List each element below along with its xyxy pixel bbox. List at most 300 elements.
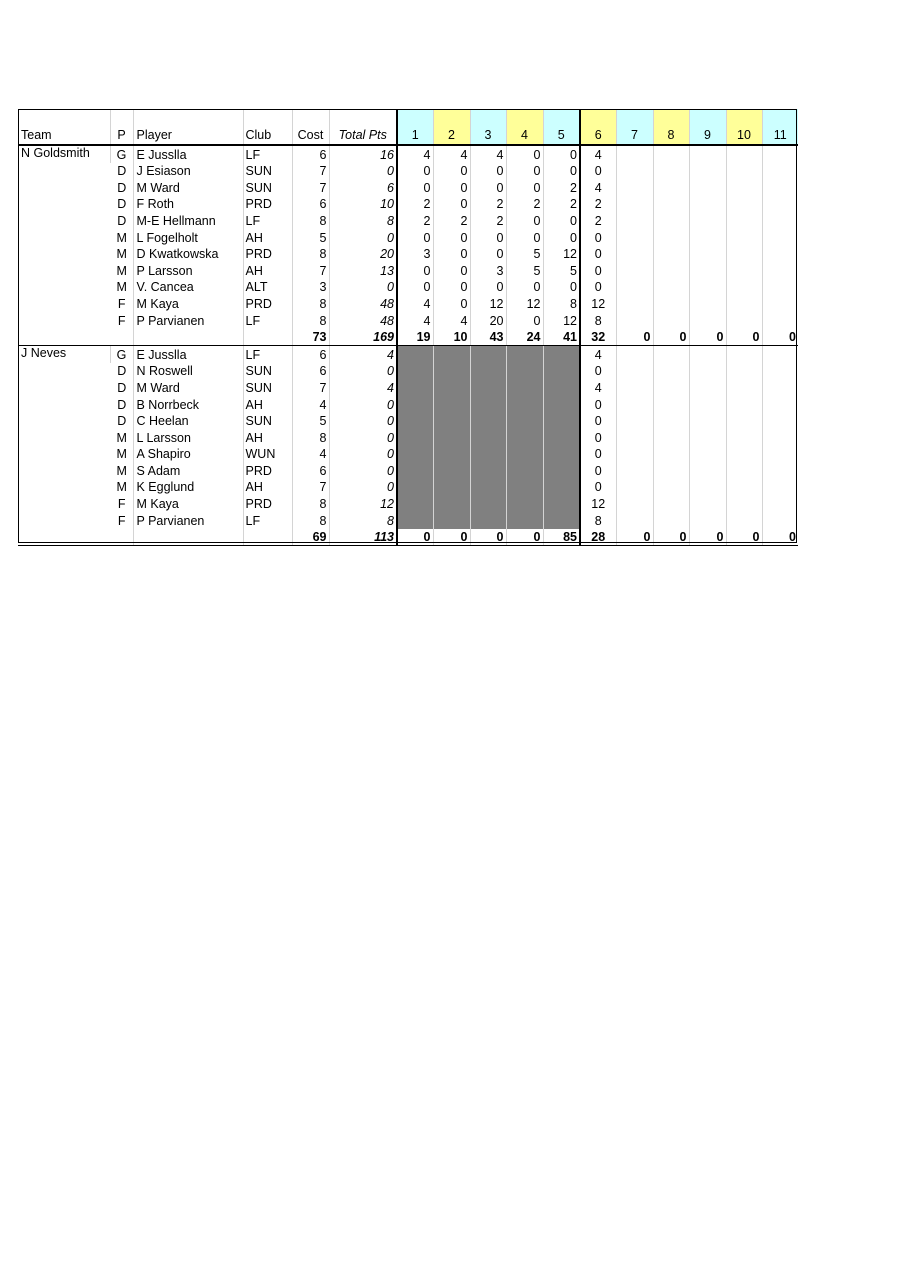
week-points [689,479,726,496]
player-total-pts: 0 [329,446,397,463]
week-points: 4 [397,295,433,312]
week-points [543,446,580,463]
week-points: 0 [433,246,470,263]
week-points [470,495,506,512]
player-position: G [110,346,133,363]
player-name: M Kaya [133,495,243,512]
player-cost: 5 [292,413,329,430]
team-week-total: 0 [433,529,470,546]
week-points [616,295,653,312]
week-points [726,479,762,496]
player-total-pts: 4 [329,346,397,363]
player-position: F [117,296,126,311]
week-points: 0 [580,229,616,246]
week-points [726,413,762,430]
player-total-pts: 16 [329,145,397,163]
player-position: D [117,197,127,212]
week-points: 8 [580,512,616,529]
player-row [18,295,798,312]
header-total-pts: Total Pts [329,109,397,145]
week-points [762,163,798,180]
player-club: LF [243,145,292,163]
week-points [543,396,580,413]
player-row [18,196,798,213]
week-points: 0 [506,212,543,229]
week-points [689,145,726,163]
player-row [18,279,798,296]
player-total-pts: 0 [329,363,397,380]
week-points [762,262,798,279]
week-points [726,212,762,229]
team-week-total: 0 [616,329,653,346]
week-points: 5 [506,262,543,279]
team-week-total: 0 [397,529,433,546]
week-points [433,446,470,463]
week-points [762,446,798,463]
player-row [18,512,798,529]
team-week-total: 24 [506,329,543,346]
week-points: 0 [580,163,616,180]
week-points [726,145,762,163]
week-points [397,379,433,396]
player-total-pts: 0 [329,279,397,296]
week-points [506,396,543,413]
player-position: D [117,213,127,228]
week-points [616,163,653,180]
player-position: D [117,380,127,395]
player-total-pts: 4 [329,379,397,396]
week-points [689,413,726,430]
week-points [506,346,543,363]
team-week-total: 85 [543,529,580,546]
player-row [18,312,798,329]
header-week-10: 10 [726,109,762,145]
week-points: 0 [506,145,543,163]
week-points: 4 [580,379,616,396]
player-row [18,346,798,363]
team-name: N Goldsmith [18,145,110,346]
week-points: 5 [506,246,543,263]
player-name: M Kaya [133,295,243,312]
week-points [506,495,543,512]
week-points [616,212,653,229]
player-row [18,212,798,229]
week-points: 0 [543,145,580,163]
week-points [506,413,543,430]
week-points [616,262,653,279]
week-points: 0 [397,279,433,296]
week-points [506,462,543,479]
week-points [543,462,580,479]
week-points [616,512,653,529]
week-points [433,479,470,496]
week-points [397,479,433,496]
week-points [653,479,689,496]
player-cost: 8 [292,295,329,312]
week-points: 0 [397,163,433,180]
week-points: 0 [580,246,616,263]
player-cost: 7 [292,262,329,279]
week-points [762,363,798,380]
team-week-total: 41 [543,329,580,346]
week-points: 8 [580,312,616,329]
player-total-pts: 10 [329,196,397,213]
week-points [653,179,689,196]
week-points: 12 [580,295,616,312]
points-table [18,109,798,546]
header-week-1: 1 [397,109,433,145]
week-points [689,363,726,380]
week-points: 4 [580,346,616,363]
week-points [397,495,433,512]
player-position: M [116,463,127,478]
player-name: J Esiason [133,163,243,180]
week-points [433,462,470,479]
week-points [689,229,726,246]
week-points [470,379,506,396]
player-cost: 6 [292,145,329,163]
week-points [689,246,726,263]
week-points [762,379,798,396]
player-name: M-E Hellmann [133,212,243,229]
player-cost: 8 [292,212,329,229]
week-points [762,212,798,229]
player-row [18,413,798,430]
week-points [616,346,653,363]
team-week-total: 0 [470,529,506,546]
week-points [506,379,543,396]
week-points: 0 [580,479,616,496]
week-points [470,479,506,496]
week-points: 0 [543,212,580,229]
player-name: M Ward [133,379,243,396]
header-week-2: 2 [433,109,470,145]
team-name: J Neves [18,346,110,546]
week-points: 2 [470,212,506,229]
player-name: C Heelan [133,413,243,430]
week-points [762,229,798,246]
week-points [726,295,762,312]
week-points [689,379,726,396]
player-club: SUN [243,363,292,380]
player-name: S Adam [133,462,243,479]
week-points: 2 [580,212,616,229]
week-points [762,279,798,296]
week-points [653,145,689,163]
player-name: P Parvianen [133,312,243,329]
player-club: AH [243,396,292,413]
week-points: 0 [506,279,543,296]
player-name: A Shapiro [133,446,243,463]
player-cost: 8 [292,246,329,263]
week-points: 0 [543,163,580,180]
week-points [433,413,470,430]
player-name: B Norrbeck [133,396,243,413]
week-points [543,429,580,446]
player-club: PRD [243,295,292,312]
player-row [18,462,798,479]
week-points [543,363,580,380]
week-points [616,413,653,430]
week-points: 0 [397,179,433,196]
week-points: 2 [397,196,433,213]
week-points [616,479,653,496]
week-points [653,279,689,296]
player-row [18,379,798,396]
week-points [653,262,689,279]
team-total-pts: 113 [329,529,397,546]
player-name: P Parvianen [133,512,243,529]
week-points [689,429,726,446]
week-points: 0 [543,279,580,296]
player-row [18,396,798,413]
week-points: 2 [433,212,470,229]
week-points [689,346,726,363]
player-row [18,145,798,163]
week-points [616,446,653,463]
week-points [726,446,762,463]
player-position: G [110,145,133,163]
week-points [762,429,798,446]
week-points [616,396,653,413]
player-cost: 8 [292,512,329,529]
week-points [726,279,762,296]
player-position: D [117,180,127,195]
week-points [616,379,653,396]
week-points [762,196,798,213]
week-points [543,512,580,529]
week-points [506,363,543,380]
week-points [726,312,762,329]
team-totals-row [18,529,798,546]
week-points: 0 [506,179,543,196]
week-points [506,429,543,446]
player-total-pts: 0 [329,413,397,430]
week-points: 3 [397,246,433,263]
player-total-pts: 48 [329,295,397,312]
player-name: E Jusslla [133,346,243,363]
player-cost: 8 [292,312,329,329]
week-points: 4 [470,145,506,163]
player-total-pts: 8 [329,212,397,229]
week-points [653,196,689,213]
week-points [470,462,506,479]
week-points [726,396,762,413]
week-points: 0 [433,229,470,246]
header-team: Team [18,109,110,145]
week-points: 0 [433,295,470,312]
week-points [433,379,470,396]
week-points [543,379,580,396]
player-position: D [117,414,127,429]
player-cost: 8 [292,495,329,512]
player-row [18,446,798,463]
week-points: 0 [433,163,470,180]
week-points: 4 [433,312,470,329]
player-position: F [117,513,126,528]
week-points [726,229,762,246]
player-total-pts: 0 [329,229,397,246]
player-total-pts: 0 [329,462,397,479]
week-points: 20 [470,312,506,329]
week-points [653,396,689,413]
week-points: 12 [580,495,616,512]
week-points: 2 [470,196,506,213]
player-cost: 6 [292,196,329,213]
week-points [397,396,433,413]
player-club: LF [243,512,292,529]
week-points [616,179,653,196]
week-points [433,429,470,446]
week-points: 0 [580,279,616,296]
player-name: K Egglund [133,479,243,496]
week-points: 2 [506,196,543,213]
week-points [726,512,762,529]
week-points [726,179,762,196]
week-points [762,512,798,529]
player-club: SUN [243,413,292,430]
week-points [726,163,762,180]
week-points: 12 [470,295,506,312]
week-points [726,363,762,380]
week-points [653,512,689,529]
week-points [470,396,506,413]
header-week-4: 4 [506,109,543,145]
player-name: P Larsson [133,262,243,279]
totals-pos-blank [110,329,133,346]
week-points [616,462,653,479]
player-club: LF [243,212,292,229]
player-cost: 7 [292,479,329,496]
team-week-total: 0 [762,329,798,346]
week-points: 4 [580,145,616,163]
player-name: N Roswell [133,363,243,380]
week-points [397,462,433,479]
week-points: 4 [433,145,470,163]
week-points [689,212,726,229]
player-total-pts: 12 [329,495,397,512]
week-points [762,179,798,196]
week-points [397,429,433,446]
week-points [543,495,580,512]
player-position: M [116,247,127,262]
player-cost: 4 [292,396,329,413]
week-points [653,212,689,229]
player-club: AH [243,479,292,496]
week-points [616,429,653,446]
player-name: M Ward [133,179,243,196]
week-points [726,495,762,512]
header-week-8: 8 [653,109,689,145]
player-club: WUN [243,446,292,463]
week-points [689,495,726,512]
player-position: M [116,280,127,295]
player-row [18,246,798,263]
week-points [726,346,762,363]
week-points [470,413,506,430]
team-week-total: 10 [433,329,470,346]
player-name: F Roth [133,196,243,213]
player-row [18,479,798,496]
week-points [762,413,798,430]
header-week-7: 7 [616,109,653,145]
week-points: 0 [580,429,616,446]
week-points [689,446,726,463]
team-total-cost: 69 [292,529,329,546]
week-points [762,145,798,163]
week-points [726,262,762,279]
player-total-pts: 0 [329,479,397,496]
week-points [653,379,689,396]
week-points [653,363,689,380]
player-position: D [117,164,127,179]
player-position: D [117,397,127,412]
week-points [653,163,689,180]
week-points [653,429,689,446]
week-points [616,229,653,246]
team-week-total: 19 [397,329,433,346]
player-total-pts: 6 [329,179,397,196]
player-row [18,429,798,446]
totals-pos-blank [110,529,133,546]
header-week-5: 5 [543,109,580,145]
week-points [689,312,726,329]
week-points: 12 [506,295,543,312]
week-points [470,346,506,363]
player-position: M [116,480,127,495]
player-position: M [116,263,127,278]
player-club: LF [243,346,292,363]
player-position: M [116,430,127,445]
header-week-11: 11 [762,109,798,145]
week-points [616,279,653,296]
week-points [653,446,689,463]
week-points: 4 [397,145,433,163]
week-points: 0 [580,413,616,430]
week-points: 0 [580,462,616,479]
player-total-pts: 20 [329,246,397,263]
week-points [543,413,580,430]
header-row [18,109,798,145]
team-week-total: 0 [506,529,543,546]
player-cost: 7 [292,163,329,180]
team-week-total: 0 [726,329,762,346]
week-points [470,363,506,380]
week-points [762,295,798,312]
week-points [689,295,726,312]
team-week-total: 0 [689,329,726,346]
week-points [616,312,653,329]
team-week-total: 28 [580,529,616,546]
player-total-pts: 48 [329,312,397,329]
week-points: 0 [470,246,506,263]
week-points: 12 [543,246,580,263]
week-points: 0 [397,262,433,279]
player-club: PRD [243,462,292,479]
header-position: P [110,109,133,145]
week-points: 0 [580,363,616,380]
week-points [653,346,689,363]
week-points: 0 [397,229,433,246]
team-total-pts: 169 [329,329,397,346]
week-points [543,479,580,496]
totals-club-blank [243,329,292,346]
player-row [18,363,798,380]
week-points: 0 [470,229,506,246]
week-points [726,429,762,446]
week-points [689,396,726,413]
team-week-total: 0 [616,529,653,546]
